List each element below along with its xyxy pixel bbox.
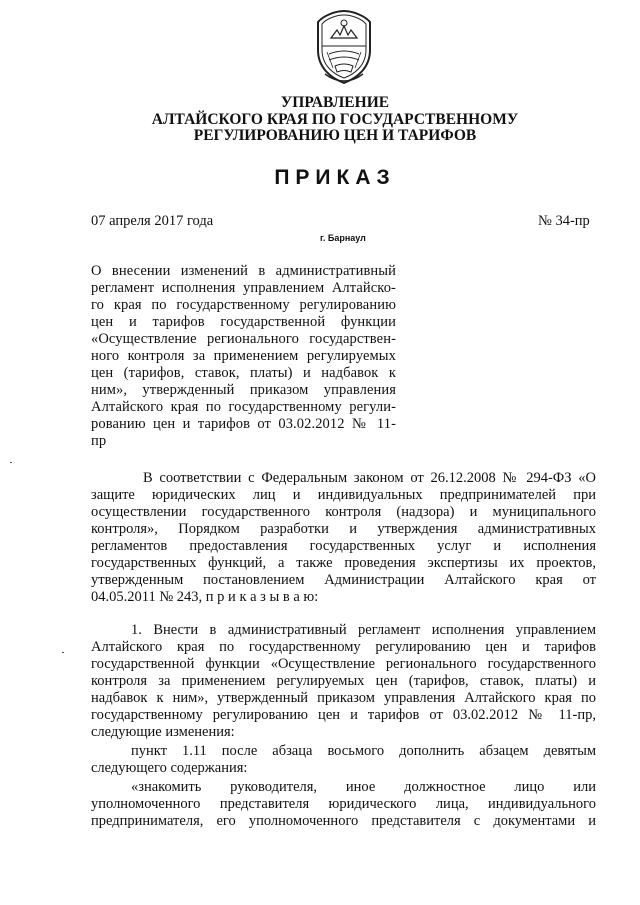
- body-line: уполномоченного представителя юридического лица, индивидуального: [91, 796, 596, 812]
- body-line: утвержденным постановлением Администрации Алтайского края от: [91, 572, 596, 588]
- subject-line: ним», утвержденный приказом управления: [91, 382, 396, 398]
- body-line: предпринимателя, его уполномоченного представителя с документами и: [91, 813, 596, 829]
- subject-line: пр: [91, 433, 107, 449]
- subject-line: ного контроля за применением регулируемых: [91, 348, 396, 364]
- body-line: надбавок к ним», утвержденный приказом управления Алтайского края по: [91, 690, 596, 706]
- body-line: пункт 1.11 после абзаца восьмого дополнить абзацем девятым: [131, 743, 596, 759]
- body-line: защите юридических лиц и индивидуальных предпринимателей при: [91, 487, 596, 503]
- body-line: следующие изменения:: [91, 724, 235, 740]
- scan-speck: [62, 652, 64, 653]
- subject-line: цен и тарифов государственной функции: [91, 314, 396, 330]
- body-line: регламентов предоставления государственных услуг и исполнения: [91, 538, 596, 554]
- body-line: контроля», Порядком разработки и утверждения административных: [91, 521, 596, 537]
- subject-line: цен (тарифов, ставок, платы) и надбавок к: [91, 365, 396, 381]
- subject-line: Алтайского края по государственному регули-: [91, 399, 396, 415]
- body-line: 1. Внести в административный регламент исполнения управлением: [131, 622, 596, 638]
- body-line: Алтайского края по государственному регулированию цен и тарифов: [91, 639, 596, 655]
- body-line: контроля за применением регулируемых цен (тарифов, ставок, платы) и: [91, 673, 596, 689]
- subject-line: рованию цен и тарифов от 03.02.2012 № 11-: [91, 416, 396, 432]
- body-line: «знакомить руководителя, иное должностное лицо или: [131, 779, 596, 795]
- body-line: государственной функции «Осуществление регионального государственного: [91, 656, 596, 672]
- coat-of-arms-icon: [313, 8, 375, 86]
- body-line: осуществлении государственного контроля (надзора) и муниципального: [91, 504, 596, 520]
- document-date: 07 апреля 2017 года: [91, 213, 214, 229]
- org-name-line: АЛТАЙСКОГО КРАЯ ПО ГОСУДАРСТВЕННОМУ: [151, 111, 519, 128]
- org-name-line: РЕГУЛИРОВАНИЮ ЦЕН И ТАРИФОВ: [193, 127, 477, 144]
- body-line: В соответствии с Федеральным законом от 26.12.2008 № 294-ФЗ «О: [143, 470, 596, 486]
- document-number: № 34-пр: [538, 213, 590, 229]
- subject-line: регламент исполнения управлением Алтайско-: [91, 280, 396, 296]
- body-line: 04.05.2011 № 243, п р и к а з ы в а ю:: [91, 589, 319, 605]
- scan-speck: [10, 462, 12, 463]
- subject-line: «Осуществление регионального государствен-: [91, 331, 396, 347]
- subject-line: го края по государственному регулированию: [91, 297, 396, 313]
- document-type: ПРИКАЗ: [274, 166, 396, 189]
- org-name-line: УПРАВЛЕНИЕ: [280, 94, 390, 111]
- document-city: г. Барнаул: [320, 233, 366, 243]
- body-line: государственных функций, а также проведения экспертизы их проектов,: [91, 555, 596, 571]
- body-line: государственному регулированию цен и тарифов от 03.02.2012 № 11-пр,: [91, 707, 596, 723]
- body-line: следующего содержания:: [91, 760, 248, 776]
- subject-line: О внесении изменений в административный: [91, 263, 396, 279]
